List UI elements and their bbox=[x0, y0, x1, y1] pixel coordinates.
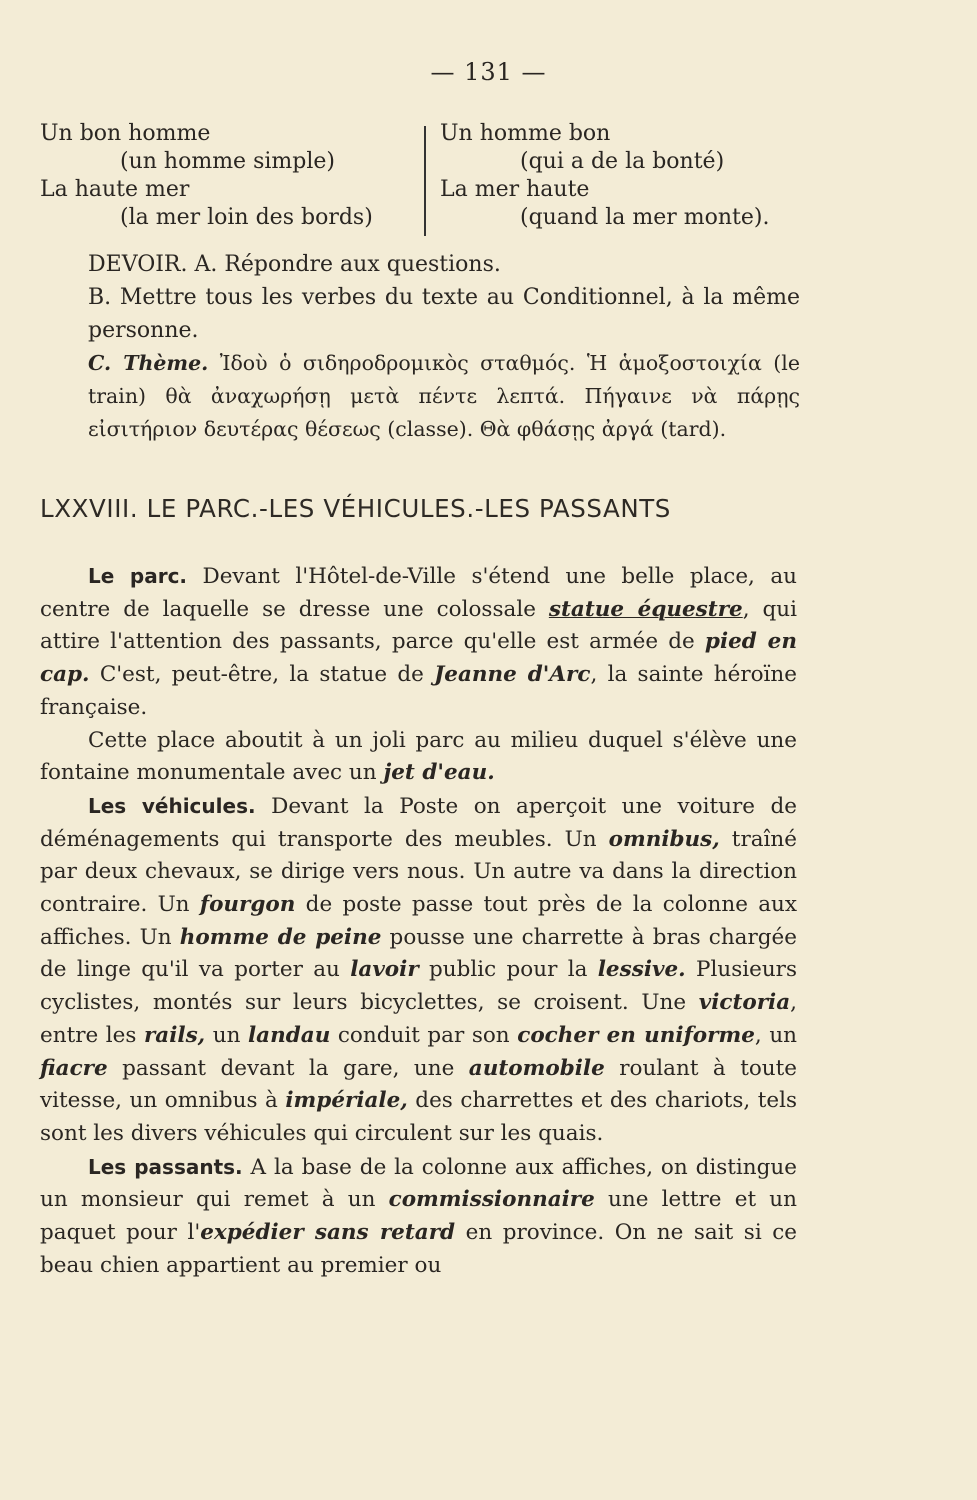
vocab-term: lavoir bbox=[350, 957, 419, 983]
text-run: une lettre et un paquet pour l' bbox=[40, 1187, 797, 1246]
theme-label: C. Thème. bbox=[88, 351, 209, 375]
paragraph-fontaine bbox=[40, 725, 797, 790]
text-run: , un bbox=[754, 1022, 798, 1048]
text-run: Devant l'Hôtel-de-Ville s'étend une belle place, au centre de laquelle se dresse une colossale bbox=[40, 564, 797, 622]
column-divider bbox=[424, 126, 426, 236]
vocab-term: Jeanne d'Arc bbox=[434, 662, 591, 688]
text-run: Cette place aboutit à un joli parc au milieu duquel s'élève une fontaine monumentale avec un bbox=[40, 727, 797, 786]
text-run: , qui attire l'attention des passants, parce qu'elle est armée de bbox=[40, 596, 797, 655]
paragraph-parc bbox=[40, 560, 797, 725]
vocab-term: commissionnaire bbox=[388, 1187, 595, 1213]
vocab-term: landau bbox=[248, 1022, 331, 1048]
comparison-left-line: Un bon homme bbox=[40, 121, 211, 146]
devoir-a: DEVOIR. A. Répondre aux questions. bbox=[88, 252, 501, 277]
vocab-term: impériale, bbox=[285, 1088, 408, 1114]
text-run: A la base de la colonne aux affiches, on distingue un monsieur qui remet à un bbox=[40, 1154, 797, 1213]
comparison-right-line: Un homme bon bbox=[440, 121, 611, 146]
comparison-left-line: La haute mer bbox=[40, 177, 190, 202]
text-run: des charrettes et des chariots, tels sont les divers véhicules qui circulent sur les quais. bbox=[40, 1088, 797, 1146]
devoir-c bbox=[40, 347, 800, 446]
vocab-term: victoria bbox=[698, 990, 791, 1016]
theme-text: Ἰδοὺ ὁ σιδηροδρομικὸς σταθμός. Ἡ ἁμοξοστοιχία (le train) θὰ ἀναχωρήσῃ μετὰ πέντε λεπτά. Πήγαινε νὰ πάρῃς εἰσιτήριον δευτέρας θέσεως (classe). Θὰ φθάσῃς ἀργά (tard). bbox=[88, 351, 800, 441]
comparison-left-line: (la mer loin des bords) bbox=[120, 205, 373, 230]
paragraph-passants bbox=[40, 1151, 797, 1283]
text-run: , entre les bbox=[40, 990, 797, 1048]
comparison-right-line: (qui a de la bonté) bbox=[520, 149, 725, 174]
vocab-term: homme de peine bbox=[179, 924, 382, 950]
page-number: — 131 — bbox=[430, 58, 547, 86]
text-run: en province. On ne sait si ce beau chien appartient au premier ou bbox=[40, 1220, 797, 1278]
section-label-parc: Le parc. bbox=[88, 564, 188, 588]
vocab-term: expédier sans retard bbox=[200, 1220, 456, 1246]
comparison-right-column bbox=[440, 120, 820, 232]
text-run: pousse une charrette à bras chargée de linge qu'il va porter au bbox=[40, 924, 797, 983]
text-run: , la sainte héroïne française. bbox=[40, 662, 797, 720]
text-run: public pour la bbox=[418, 957, 598, 983]
vocab-term: statue équestre bbox=[548, 596, 743, 622]
text-run: roulant à toute vitesse, un omnibus à bbox=[40, 1055, 797, 1114]
vocab-term: omnibus, bbox=[608, 826, 720, 852]
vocab-term: jet d'eau. bbox=[383, 760, 495, 786]
vocab-term: automobile bbox=[468, 1055, 605, 1081]
text-run: Devant la Poste on aperçoit une voiture de déménagements qui transporte des meubles. Un bbox=[40, 793, 798, 852]
comparison-right-line: La mer haute bbox=[440, 177, 590, 202]
text-run: de poste passe tout près de la colonne aux affiches. Un bbox=[40, 892, 797, 950]
vocab-term: lessive. bbox=[597, 957, 686, 983]
text-run: un bbox=[205, 1022, 248, 1048]
devoir-section bbox=[40, 248, 800, 446]
paragraph-vehicules bbox=[40, 790, 797, 1151]
vocab-term: fourgon bbox=[199, 892, 296, 918]
text-run: traîné par deux chevaux, se dirige vers nous. Un autre va dans la direction contraire. Un bbox=[40, 826, 797, 918]
section-label-passants: Les passants. bbox=[88, 1154, 243, 1179]
vocab-term: pied en cap. bbox=[40, 629, 797, 688]
vocab-term: fiacre bbox=[40, 1055, 108, 1081]
text-run: C'est, peut-être, la statue de bbox=[89, 662, 435, 688]
vocab-term: rails, bbox=[143, 1022, 206, 1048]
comparison-right-line: (quand la mer monte). bbox=[520, 205, 770, 230]
text-run: Plusieurs cyclistes, montés sur leurs bicyclettes, se croisent. Une bbox=[40, 957, 797, 1016]
chapter-title: LXXVIII. LE PARC.-LES VÉHICULES.-LES PASSANTS bbox=[40, 494, 671, 523]
devoir-b: B. Mettre tous les verbes du texte au Conditionnel, à la même personne. bbox=[88, 285, 800, 343]
chapter-body bbox=[40, 560, 797, 1282]
section-label-vehicules: Les véhicules. bbox=[88, 793, 256, 818]
text-run: conduit par son bbox=[330, 1022, 518, 1048]
vocab-term: cocher en uniforme bbox=[517, 1022, 755, 1048]
text-run: passant devant la gare, une bbox=[107, 1055, 469, 1081]
comparison-left-line: (un homme simple) bbox=[120, 149, 335, 174]
comparison-left-column bbox=[40, 120, 420, 232]
